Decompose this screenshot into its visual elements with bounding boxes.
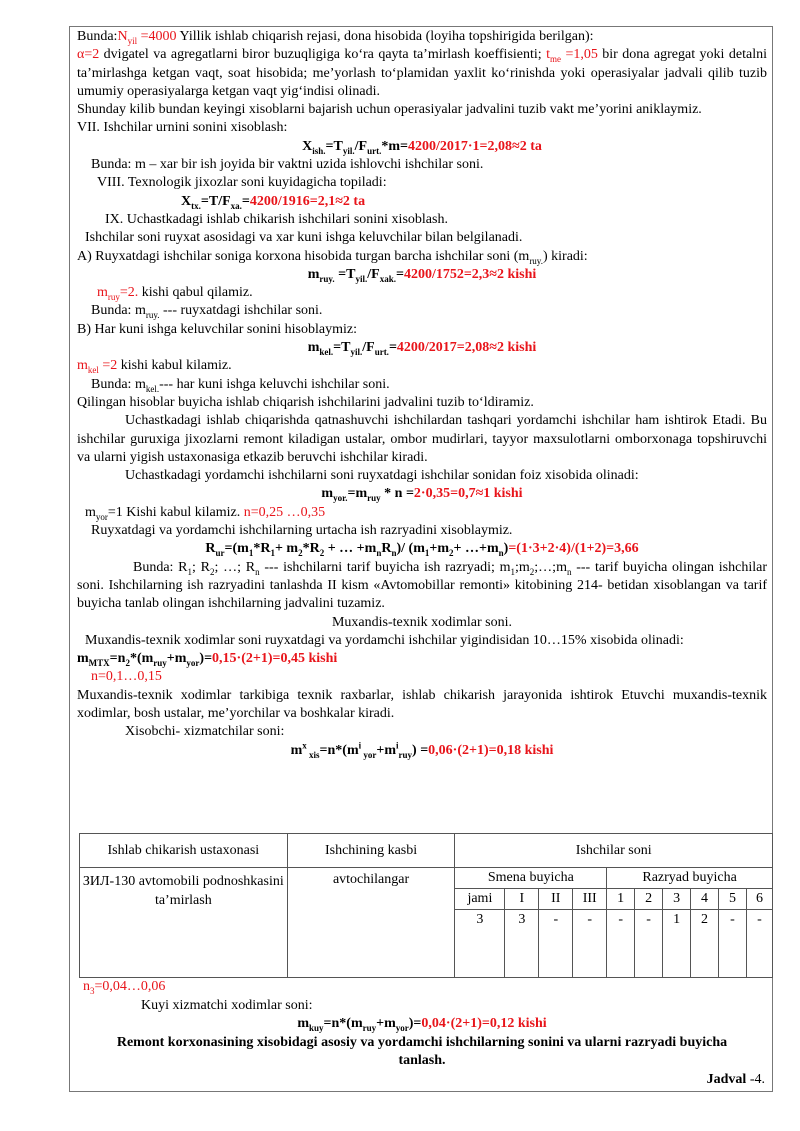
paragraph-bunda-n bbox=[77, 28, 767, 46]
formula-m-kel: $m_{kel.}=T_{yil.}/F_{urt.}=4200/2017=2,08\approx 2$ kishi bbox=[307, 340, 537, 357]
line-bunda-m-ruy: Bunda: $m_{ruy.}$ --- ruyxatdagi ishchilar soni. bbox=[91, 303, 323, 321]
paragraph-uchastkadagi: Uchastkadagi ishlab chiqarishda qatnashuvchi ishchilardan tashqari yordamchi ishchilar ham ishtirok Etadi. Bu ishchilar guruxiga jixozlarni remont kiladigan ustalar, ombor mudirlari, tayyor maxsulotlarni omborxonaga topshiruvchi va ularni yigish ustaxonasiga etkazib beruvchi ishchilar kiradi. bbox=[77, 413, 767, 465]
col-4: 4 bbox=[691, 889, 719, 910]
paragraph-bunda-r: Bunda: $R_1$; $R_2$; …; $R_n$ --- ishchilarni tarif buyicha ish razryadi; $m_1;m_2;\dots;m_n$ --- tarif buyicha olingan ishchilar soni. Ishchilarning ish razryadini tanlashda II kism «Avtomobillar remonti» kitobining 214- betidan xisoblangan va tarif buyicha tanlab olingan ishchilarning jadvalini tuzamiz. bbox=[77, 559, 768, 612]
col-1: 1 bbox=[607, 889, 635, 910]
formula-r-ur: $R_{ur}=(m_1*R_1+ m_2*R_2$ + … $+m_nR_n)/$ ($m_1+m_2+$ $\dots+m_n)=(1\cdot 3+2\cdot 4)/(1+2)=3,66$ bbox=[205, 541, 639, 559]
formula-m-yor: $m_{yor.}=m_{ruy} * n =2\cdot 0,35=0,7\approx 1$ kishi bbox=[321, 486, 523, 504]
val-2: - bbox=[635, 910, 663, 978]
val-II: - bbox=[539, 910, 573, 978]
col-jami: jami bbox=[455, 889, 505, 910]
text: Yillik ishlab chiqarish rejasi, dona hisobida (loyiha topshirigida berilgan): bbox=[176, 29, 594, 44]
header-workshop: Ishlab chikarish ustaxonasi bbox=[80, 834, 288, 868]
paragraph-muxandis: Muxandis-texnik xodimlar soni ruyxatdagi va yordamchi ishchilar yigindisidan 10…15% xisobida olinadi: bbox=[85, 632, 684, 648]
document-footer bbox=[77, 978, 767, 1089]
line-bunda-m: Bunda: m – xar bir ish joyida bir vaktni uzida ishlovchi ishchilar soni. bbox=[91, 157, 484, 173]
val-I: 3 bbox=[505, 910, 539, 978]
cell-profession: avtochilangar bbox=[287, 868, 455, 978]
line-ruyxatdagi-razryad: Ruyxatdagi va yordamchi ishchilarning urtacha ish razryadini xisoblaymiz. bbox=[91, 523, 513, 539]
formula-m-mtx: $m_{MTX}=n_2*(m_{ruy}+m_{yor})=0,15\cdot(2+1)=0,45$ kishi bbox=[77, 651, 338, 668]
col-3: 3 bbox=[663, 889, 691, 910]
col-II: II bbox=[539, 889, 573, 910]
var-alpha: α=2 bbox=[77, 47, 100, 63]
subheader-shift: Smena buyicha bbox=[455, 868, 607, 889]
line-a-ruyxat: A) Ruyxatdagi ishchilar soniga korxona hisobida turgan barcha ishchilar soni $(m_{ruy.})$ kiradi: bbox=[77, 248, 588, 266]
val-III: - bbox=[573, 910, 607, 978]
paragraph-shunday: Shunday kilib bundan keyingi xisoblarni bajarish uchun operasiyalar jadvalini tuzib vakt meʼyorini aniklaymiz. bbox=[77, 102, 702, 118]
header-profession: Ishchining kasbi bbox=[287, 834, 455, 868]
section-viii-heading: VIII. Texnologik jixozlar soni kuyidagicha topiladi: bbox=[97, 175, 387, 191]
text: Bunda: bbox=[77, 29, 118, 44]
col-III: III bbox=[573, 889, 607, 910]
text: dvigatel va agregatlarni biror buzuqligiga koʻra qayta taʼmirlash koeffisienti; bbox=[99, 47, 547, 63]
table-subheader-row bbox=[80, 868, 773, 889]
col-6: 6 bbox=[746, 889, 772, 910]
line-b-har-kuni: B) Har kuni ishga keluvchilar sonini hisoblaymiz: bbox=[77, 321, 357, 337]
line-ishchilar-soni: Ishchilar soni ruyxat asosidagi va xar kuni ishga keluvchilar bilan belgilanadi. bbox=[85, 230, 523, 246]
line-bunda-m-kel: Bunda: $m_{kel.}---$ har kuni ishga keluvchi ishchilar soni. bbox=[91, 376, 390, 394]
col-I: I bbox=[505, 889, 539, 910]
workers-table bbox=[79, 833, 773, 978]
line-n-range: n=0,1…0,15 bbox=[91, 669, 162, 685]
table-title: Remont korxonasining xisobidagi asosiy va yordamchi ishchilarning sonini va ularni razryadi buyicha tanlash. bbox=[116, 1034, 728, 1068]
heading-kuyi: Kuyi xizmatchi xodimlar soni: bbox=[141, 997, 313, 1013]
section-vii-heading: VII. Ishchilar urnini sonini xisoblash: bbox=[77, 120, 288, 136]
line-qilingan-hisoblar: Qilingan hisoblar buyicha ishlab chiqarish ishchilarini jadvalini tuzib toʻldiramiz. bbox=[77, 394, 534, 410]
line-n3: $n_3=0,04\dots 0,06$ bbox=[83, 979, 166, 996]
header-workers-count: Ishchilar soni bbox=[455, 834, 773, 868]
heading-xisobchi: Xisobchi- xizmatchilar soni: bbox=[125, 724, 285, 740]
val-5: - bbox=[719, 910, 747, 978]
val-4: 2 bbox=[691, 910, 719, 978]
var-t-me: $t_{me} =1,05$ bbox=[546, 47, 598, 65]
col-5: 5 bbox=[719, 889, 747, 910]
table-header-row bbox=[80, 834, 773, 868]
formula-x-ish: $X_{ish.}=T_{yil.}/F_{urt.}*m=4200/2017\cdot 1=2,08\approx 2$ ta bbox=[302, 138, 542, 156]
val-6: - bbox=[746, 910, 772, 978]
text: bir dona agregat yoki detalni taʼmirlashga ketgan vaqt, soat hisobida; meʼyorlash toʻplamidan yaxlit koʻrinishda yoki operasiyalar jadvali qilib tuzib umumiy operasiyalarga ketgan vaqt yigʻindisi olinadi. bbox=[77, 47, 767, 99]
paragraph-yordamchi: Uchastkadagi yordamchi ishchilarni soni ruyxatdagi ishchilar sonidan foiz xisobida olinadi: bbox=[125, 468, 639, 484]
subheader-grade: Razryad buyicha bbox=[607, 868, 773, 889]
line-m-kel-kabul: $m_{kel} =2$ kishi kabul kilamiz. bbox=[77, 358, 232, 376]
col-2: 2 bbox=[635, 889, 663, 910]
var-n-yil: $N_{yil} =4000$ bbox=[117, 29, 177, 46]
line-m-ruy-qabul: $m_{ruy}=2$. kishi qabul qilamiz. bbox=[97, 285, 253, 302]
formula-m-kuy: $m_{kuy}=n*(m_{ruy}+m_{yor})=0,04\cdot(2+1)=0,12$ kishi bbox=[297, 1016, 547, 1033]
cell-workshop: ЗИЛ-130 avtomobili podnoshkasini taʼmirlash bbox=[80, 868, 288, 978]
section-ix-heading: IX. Uchastkadagi ishlab chikarish ishchilari sonini xisoblash. bbox=[105, 211, 448, 227]
heading-muxandis: Muxandis-texnik xodimlar soni. bbox=[331, 614, 513, 630]
paragraph-alpha bbox=[77, 46, 767, 101]
table-label: Jadval -4. bbox=[706, 1071, 765, 1087]
val-1: - bbox=[607, 910, 635, 978]
val-jami: 3 bbox=[455, 910, 505, 978]
formula-x-tx: $X_{tx.}=T/F_{xa.}=4200/1916=2,1\approx 2$ ta bbox=[181, 193, 366, 211]
paragraph-tarkibiga: Muxandis-texnik xodimlar tarkibiga texnik raxbarlar, ishlab chikarish jarayonida ishtirok Etuvchi muxandis-texnik xodimlar, bosh ustalar, meʼyorchilar va boshkalar kiradi. bbox=[77, 687, 767, 721]
line-m-yor-kabul: $m_{yor}=1$ Kishi kabul kilamiz. n=0,25 …0,35 bbox=[85, 504, 326, 522]
document-body bbox=[77, 28, 767, 760]
formula-m-xis: $m^x$ $_{xis}=n*(m^i$ $_{yor}+m^i_{ruy}) =0,06\cdot(2+1)=0,18$ kishi bbox=[290, 739, 554, 760]
formula-m-ruy: $m_{ruy.} =T_{yil.}/F_{xak.}=4200/1752=2,3\approx 2$ kishi bbox=[307, 266, 537, 284]
val-3: 1 bbox=[663, 910, 691, 978]
